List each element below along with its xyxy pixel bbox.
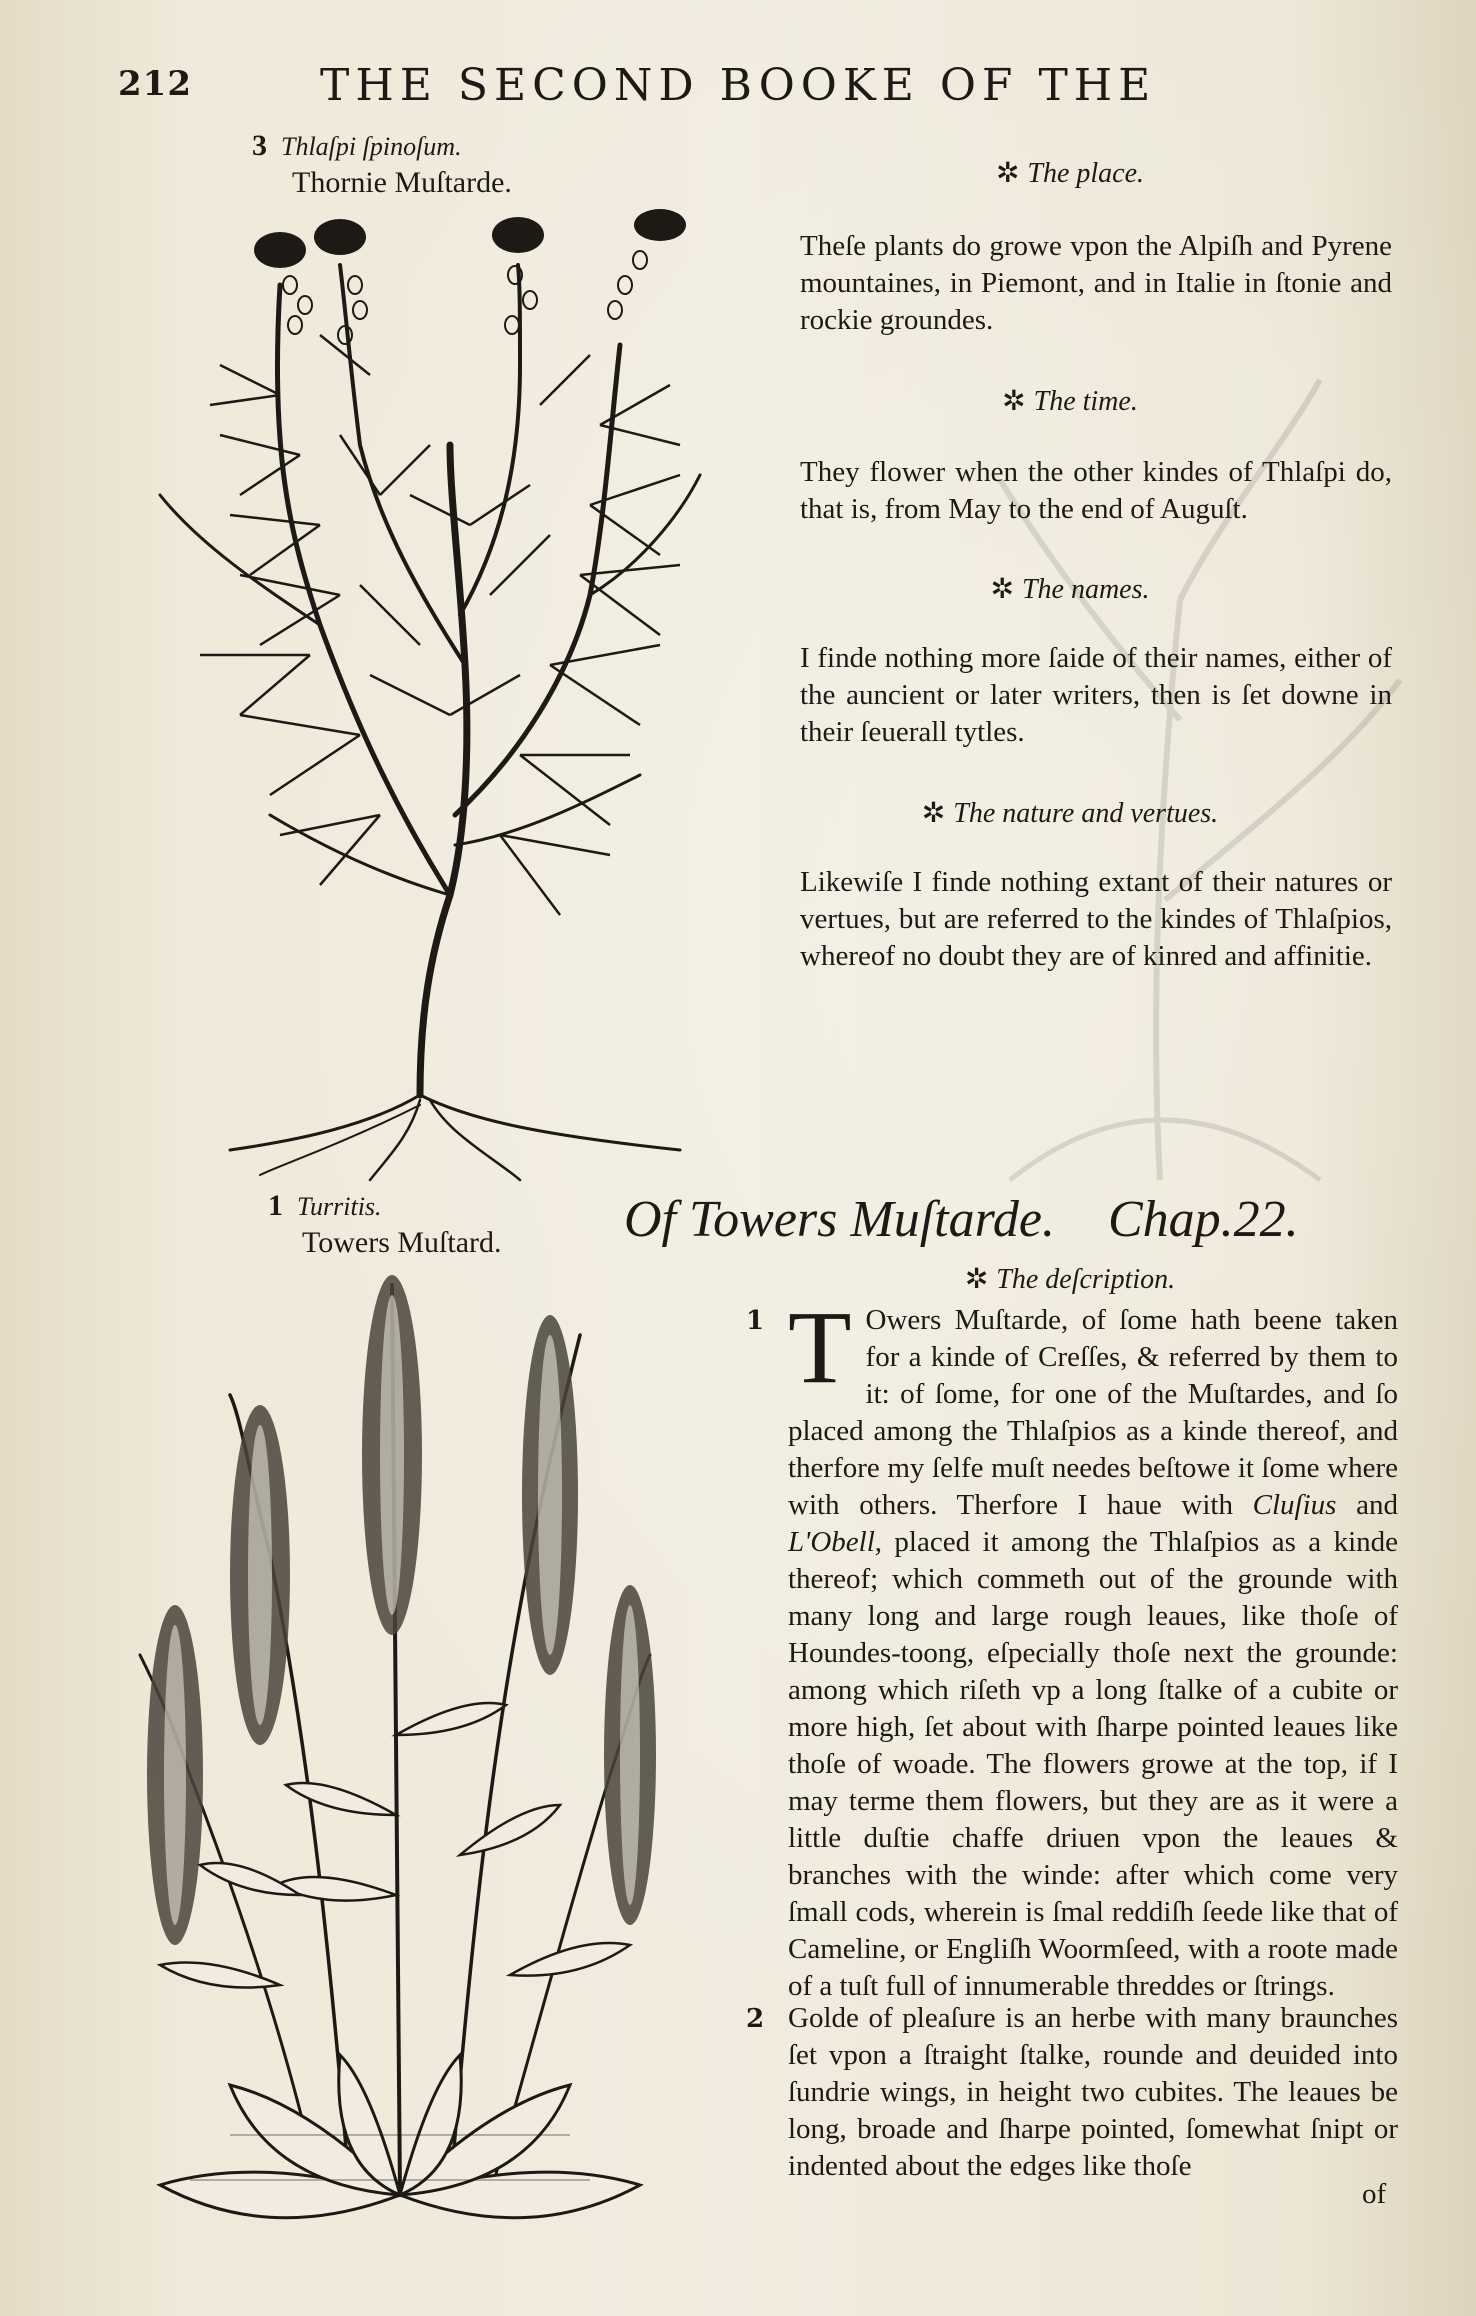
heading-names (760, 572, 1380, 606)
lobell-name: L'Obell (788, 1526, 875, 1558)
figure1-number: 3 (252, 129, 267, 162)
thornie-mustard-woodcut (120, 195, 720, 1185)
figure1-caption (252, 128, 512, 201)
description-paragraph-1 (788, 1290, 1399, 2005)
figure2-english-name: Towers Muſtard. (302, 1226, 502, 1259)
heading-place-text: The place. (1027, 158, 1145, 189)
heading-time-text: The time. (1033, 386, 1138, 417)
asterisk-fleuron-icon: ✲ (1002, 386, 1026, 417)
figure1-english-name: Thornie Muſtarde. (292, 166, 512, 199)
para1-and: and (1336, 1489, 1399, 1521)
asterisk-fleuron-icon: ✲ (921, 798, 946, 829)
drop-cap: T (788, 1290, 852, 1405)
heading-nature-text: The nature and vertues. (953, 798, 1219, 829)
asterisk-fleuron-icon: ✲ (990, 574, 1014, 605)
heading-nature (760, 796, 1380, 830)
place-text: Theſe plants do growe vpon the Alpiſh and Pyrene mountaines, in Piemont, and in Italie in ſtonie and rockie groundes. (800, 230, 1392, 336)
description-paragraph-2: Golde of pleaſure is an herbe with many braunches ſet vpon a ſtraight ſtalke, rounde and deuided into ſundrie wings, in height two cubites. The leaues be long, broade and ſharpe pointed, ſomewhat ſnipt or indented about the edges like thoſe (788, 2002, 1398, 2182)
asterisk-fleuron-icon: ✲ (964, 1264, 989, 1295)
chapter-number: Chap.22. (1107, 1191, 1299, 1248)
nature-text: Likewiſe I finde nothing extant of their natures or vertues, but are referred to the kindes of Thlaſpios, whereof no doubt they are of kinred and affinitie. (800, 866, 1392, 972)
heading-description (860, 1262, 1280, 1296)
figure2-number: 1 (268, 1189, 283, 1222)
figure2-caption (268, 1188, 502, 1261)
para1-text-a: Owers Muſtarde, of ſome hath beene taken for a kinde of Creſſes, & referred by them to it: of ſome, for one of the Muſtardes, and ſo placed among the Thlaſpios as a kinde thereof, and therfore my ſelfe muſt needes beſtowe it ſome where with others. Therfore I haue with (788, 1304, 1398, 1521)
towers-mustard-woodcut (130, 1255, 700, 2225)
running-title: THE SECOND BOOKE OF THE (320, 60, 1157, 111)
figure1-latin-name: Thlaſpi ſpinoſum. (281, 132, 462, 161)
catchword: of (1362, 2178, 1387, 2210)
heading-time (760, 384, 1380, 418)
paragraph-2-number: 2 (746, 2004, 765, 2034)
heading-description-text: The deſcription. (996, 1264, 1176, 1295)
clusius-name: Cluſius (1252, 1489, 1337, 1521)
names-text: I finde nothing more ſaide of their names, either of the auncient or later writers, then is ſet downe in their ſeuerall tytles. (800, 642, 1392, 748)
para1-text-b: , placed it among the Thlaſpios as a kinde thereof; which commeth out of the grounde with many long and large rough leaues, like thoſe of Houndes-toong, eſpecially thoſe next the grounde: among which riſeth vp a long ſtalke of a cubite or more high, ſet about with ſharpe pointed leaues like thoſe of woade. The flowers growe at the top, if I may terme them flowers, but they are as it were a little duſtie chaffe driuen vpon the leaues & branches with the winde: after which come very ſmall cods, wherein is ſmal reddiſh ſeede like that of Cameline, or Engliſh Woormſeed, with a roote made of a tuſt full of innumerable threddes or ſtrings. (788, 1526, 1398, 2002)
chapter-title-text: Of Towers Muſtarde. (624, 1191, 1055, 1248)
time-text: They flower when the other kindes of Thlaſpi do, that is, from May to the end of Auguſt. (800, 456, 1392, 525)
heading-names-text: The names. (1021, 574, 1150, 605)
paragraph-1-number: 1 (746, 1306, 765, 1336)
figure2-latin-name: Turritis. (297, 1192, 382, 1221)
heading-place (760, 156, 1380, 190)
page-number: 212 (118, 64, 192, 104)
asterisk-fleuron-icon: ✲ (995, 158, 1020, 189)
chapter-title (624, 1190, 1299, 1249)
